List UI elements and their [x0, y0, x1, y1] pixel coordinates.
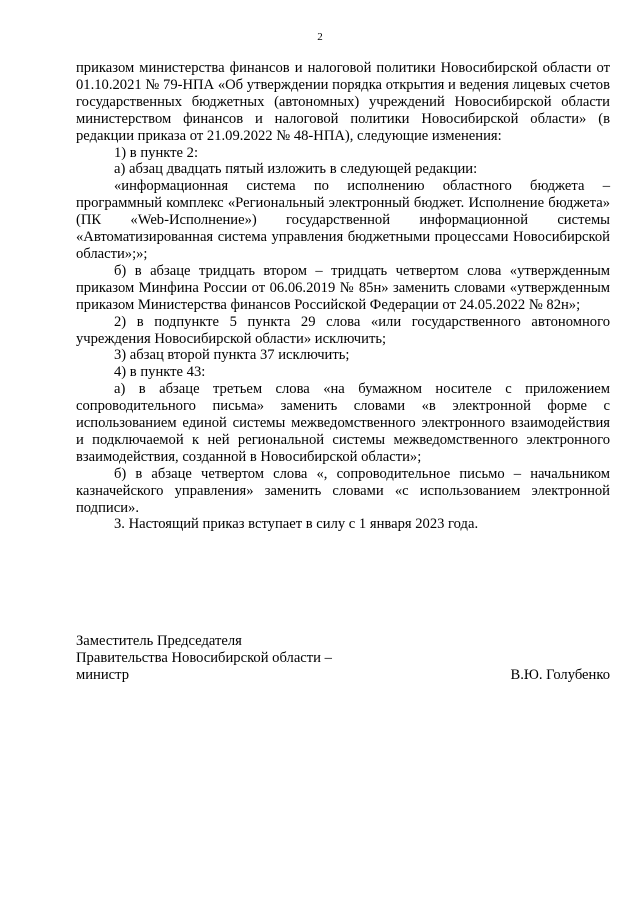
page-number: 2 [317, 31, 323, 43]
signer-position-line-2: Правительства Новосибирской области – [76, 650, 332, 666]
signer-name: В.Ю. Голубенко [510, 667, 610, 683]
order-body [76, 60, 610, 533]
paragraph-item-4a: а) в абзаце третьем слова «на бумажном носителе с приложением сопроводительного письма» заменить словами «в электронной форме с использованием единой системы межведомственного электронного взаимодействия и подключаемой к ней региональной системы межведомственного электронного взаимодействия, созданной в Новосибирской области»; [76, 381, 610, 465]
paragraph-item-4b: б) в абзаце четвертом слова «, сопроводительное письмо – начальником казначейского управления» заменить словами «с использованием электронной подписи». [76, 465, 610, 516]
signer-row [76, 667, 610, 684]
signer-position-line-3: министр [76, 667, 129, 683]
paragraph-item-4: 4) в пункте 43: [114, 364, 206, 381]
paragraph-item-1a: а) абзац двадцать пятый изложить в следующей редакции: [114, 161, 478, 178]
signature-block [76, 633, 610, 684]
paragraph-item-2: 2) в подпункте 5 пункта 29 слова «или государственного автономного учреждения Новосибирской области» исключить; [76, 313, 610, 347]
paragraph-item-1a-quote: «информационная система по исполнению областного бюджета – программный комплекс «Региональный электронный бюджет. Исполнение бюджета» (ПК «Web-Исполнение») государственной информационной системы «Автоматизированная система управления бюджетными процессами Новосибирской области»;»; [76, 178, 610, 262]
paragraph-item-3: 3) абзац второй пункта 37 исключить; [114, 347, 350, 364]
paragraph-effective-date: 3. Настоящий приказ вступает в силу с 1 января 2023 года. [114, 516, 479, 533]
paragraph-item-1b: б) в абзаце тридцать втором – тридцать четвертом слова «утвержденным приказом Минфина России от 06.06.2019 № 85н» заменить словами «утвержденным приказом Министерства финансов Российской Федерации от 24.05.2022 № 82н»; [76, 262, 610, 313]
signer-position-line-1: Заместитель Председателя [76, 633, 242, 649]
paragraph-intro: приказом министерства финансов и налоговой политики Новосибирской области от 01.10.2021 № 79-НПА «Об утверждении порядка открытия и ведения лицевых счетов государственных бюджетных (автономных) учреждений Новосибирской области министерством финансов и налоговой политики Новосибирской области» (в редакции приказа от 21.09.2022 № 48-НПА), следующие изменения: [76, 60, 610, 144]
paragraph-item-1: 1) в пункте 2: [114, 144, 199, 161]
